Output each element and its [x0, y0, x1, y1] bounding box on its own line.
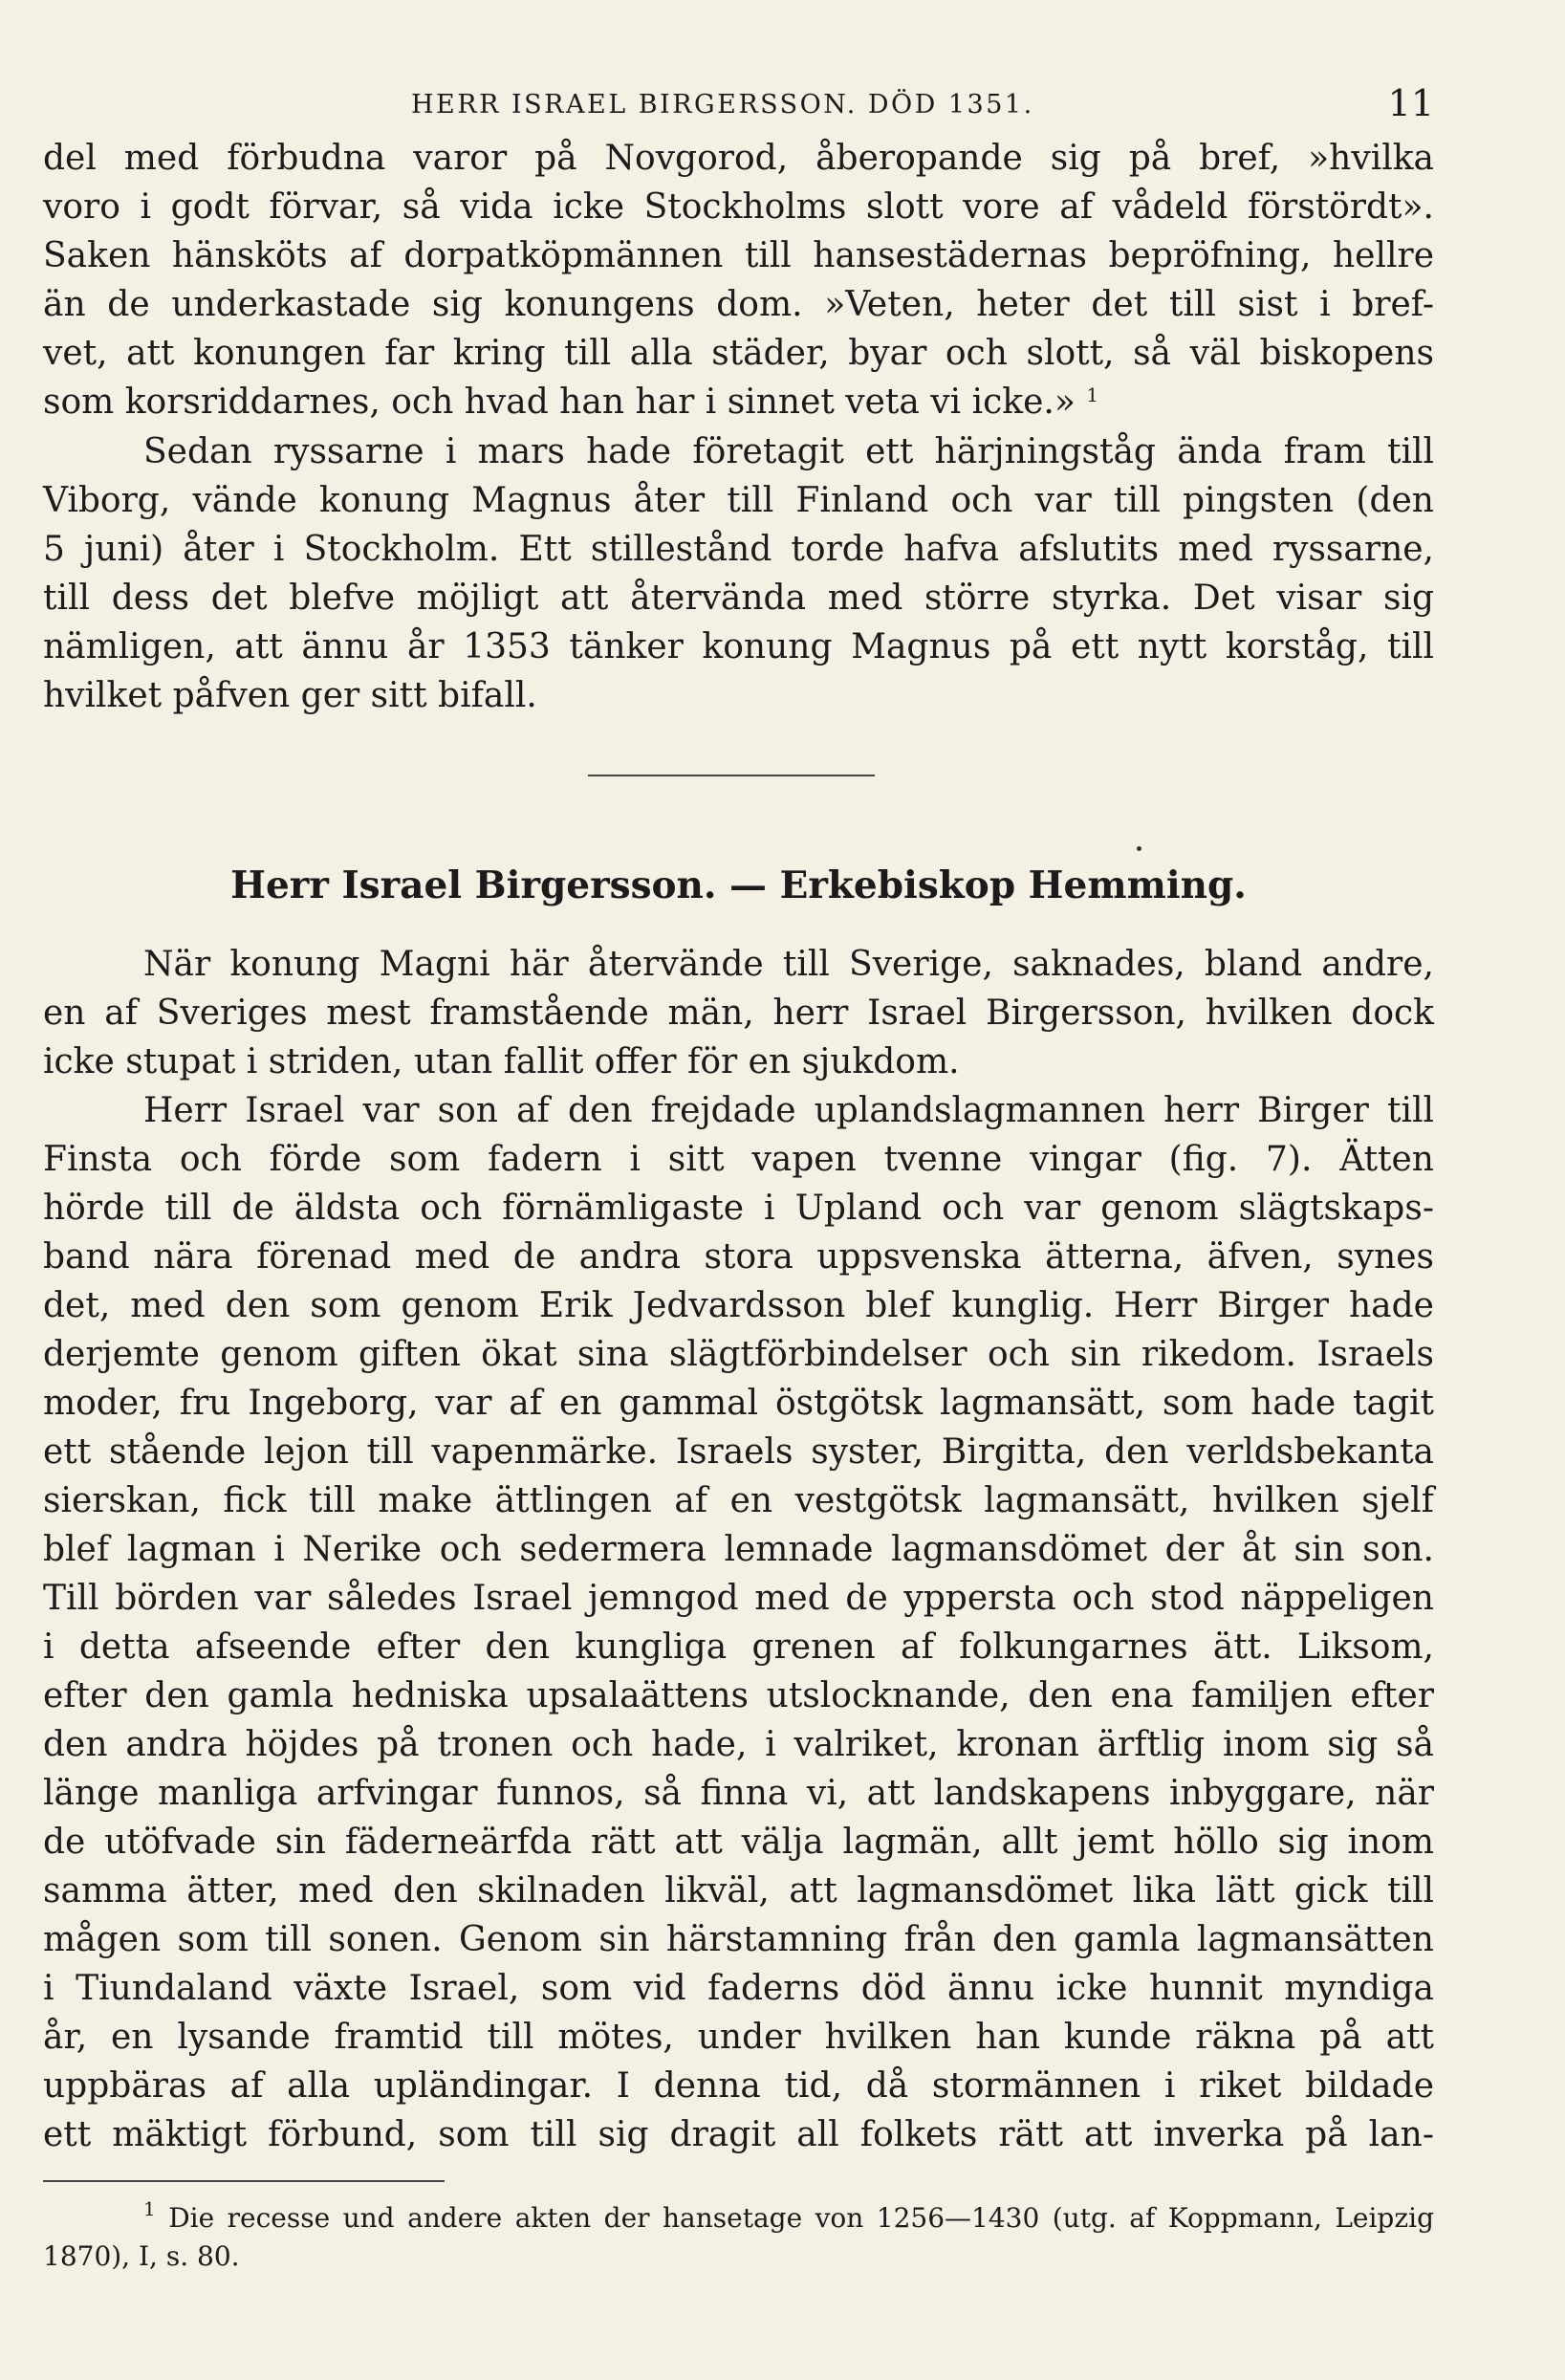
text-line: derjemte genom giften ökat sina slägtförbindelser och sin rikedom. Israels: [43, 1335, 1434, 1374]
text-line: de utöfvade sin fäderneärfda rätt att välja lagmän, allt jemt höllo sig inom: [43, 1823, 1434, 1862]
text-line: uppbäras af alla upländingar. I denna tid, då stormännen i riket bildade: [43, 2066, 1434, 2106]
text-line: När konung Magni här återvände till Sverige, saknades, bland andre,: [143, 945, 1434, 984]
text-line: Viborg, vände konung Magnus åter till Finland och var till pingsten (den: [43, 481, 1434, 520]
footnote-reference: 1: [1086, 383, 1099, 406]
text-line: moder, fru Ingeborg, var af en gammal östgötsk lagmansätt, som hade tagit: [43, 1384, 1434, 1423]
text-line: Herr Israel var son af den frejdade uplandslagmannen herr Birger till: [143, 1091, 1434, 1130]
text-line: i Tiundaland växte Israel, som vid faderns död ännu icke hunnit myndiga: [43, 1969, 1434, 2008]
section-divider: [588, 775, 875, 776]
text-line: än de underkastade sig konungens dom. »Veten, heter det till sist i bref-: [43, 285, 1434, 324]
text-line: ett stående lejon till vapenmärke. Israels syster, Birgitta, den verldsbekanta: [43, 1432, 1434, 1472]
text-line: den andra höjdes på tronen och hade, i valriket, kronan ärftlig inom sig så: [43, 1725, 1434, 1764]
footnote-line: [143, 2199, 1434, 2239]
text-line: Finsta och förde som fadern i sitt vapen tvenne vingar (fig. 7). Ätten: [43, 1140, 1434, 1179]
text-line: voro i godt förvar, så vida icke Stockholms slott vore af vådeld förstördt».: [43, 187, 1434, 227]
text-line: band nära förenad med de andra stora uppsvenska ätterna, äfven, synes: [43, 1237, 1434, 1277]
text-line: år, en lysande framtid till mötes, under hvilken han kunde räkna på att: [43, 2018, 1434, 2057]
print-speck: [1137, 846, 1141, 851]
text-line: Sedan ryssarne i mars hade företagit ett härjningståg ända fram till: [143, 432, 1434, 471]
text-line: ett mäktigt förbund, som till sig dragit all folkets rätt att inverka på lan-: [43, 2115, 1434, 2154]
text-line: nämligen, att ännu år 1353 tänker konung Magnus på ett nytt korståg, till: [43, 627, 1434, 666]
text-line: mågen som till sonen. Genom sin härstamning från den gamla lagmansätten: [43, 1920, 1434, 1959]
footnote-line: 1870), I, s. 80.: [43, 2240, 240, 2272]
page-number: 11: [1387, 82, 1434, 124]
text-line-content: som korsriddarnes, och hvad han har i sinnet veta vi icke.»: [43, 382, 1076, 422]
text-line: länge manliga arfvingar funnos, så finna vi, att landskapens inbyggare, när: [43, 1774, 1434, 1813]
text-line: blef lagman i Nerike och sedermera lemnade lagmansdömet der åt sin son.: [43, 1530, 1434, 1569]
footnote-marker: 1: [143, 2197, 156, 2220]
running-title: HERR ISRAEL BIRGERSSON. DÖD 1351.: [411, 90, 1034, 120]
text-line: icke stupat i striden, utan fallit offer för en sjukdom.: [43, 1042, 960, 1081]
text-line: [43, 379, 1434, 430]
text-line: hörde till de äldsta och förnämligaste i Upland och var genom slägtskaps-: [43, 1189, 1434, 1228]
footnote-rule: [43, 2180, 445, 2182]
text-line: i detta afseende efter den kungliga grenen af folkungarnes ätt. Liksom,: [43, 1627, 1434, 1667]
text-line: vet, att konungen far kring till alla städer, byar och slott, så väl biskopens: [43, 334, 1434, 373]
text-line: det, med den som genom Erik Jedvardsson blef kunglig. Herr Birger hade: [43, 1286, 1434, 1325]
text-line: till dess det blefve möjligt att återvända med större styrka. Det visar sig: [43, 579, 1434, 618]
section-heading: Herr Israel Birgersson. — Erkebiskop Hemming.: [230, 863, 1247, 907]
text-line: samma ätter, med den skilnaden likväl, att lagmansdömet lika lätt gick till: [43, 1871, 1434, 1911]
text-line: 5 juni) åter i Stockholm. Ett stillestånd torde hafva afslutits med ryssarne,: [43, 530, 1434, 569]
text-line: efter den gamla hedniska upsalaättens utslocknande, den ena familjen efter: [43, 1676, 1434, 1715]
text-line: hvilket påfven ger sitt bifall.: [43, 676, 537, 715]
running-head: [43, 82, 1434, 130]
text-line: del med förbudna varor på Novgorod, åberopande sig på bref, »hvilka: [43, 139, 1434, 178]
text-line: en af Sveriges mest framstående män, herr Israel Birgersson, hvilken dock: [43, 993, 1434, 1033]
footnote-text: Die recesse und andere akten der hansetage von 1256—1430 (utg. af Koppmann, Leipzig: [168, 2202, 1434, 2234]
text-line: Saken hänsköts af dorpatköpmännen till hansestädernas bepröfning, hellre: [43, 236, 1434, 275]
book-page: [43, 0, 1434, 2380]
text-line: sierskan, fick till make ättlingen af en vestgötsk lagmansätt, hvilken sjelf: [43, 1481, 1434, 1520]
text-line: Till börden var således Israel jemngod med de yppersta och stod näppeligen: [43, 1579, 1434, 1618]
